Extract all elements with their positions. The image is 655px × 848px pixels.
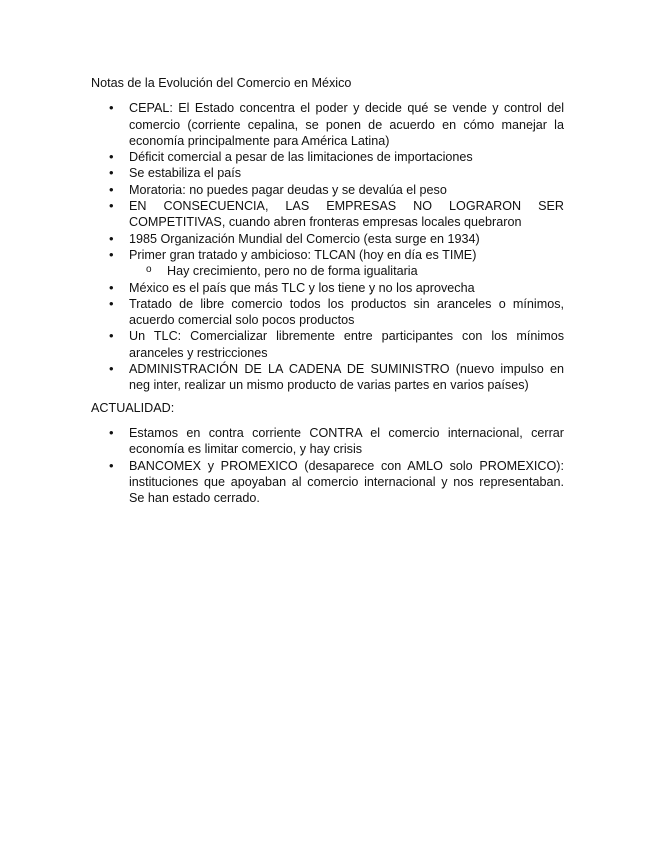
actualidad-bullet-list [91, 425, 564, 506]
list-item: • Un TLC: Comercializar libremente entre participantes con los mínimos aranceles y restricciones [91, 328, 564, 361]
document-title: Notas de la Evolución del Comercio en México [91, 76, 352, 90]
list-item: • Tratado de libre comercio todos los productos sin aranceles o mínimos, acuerdo comercial solo pocos productos [91, 296, 564, 329]
list-item: • ADMINISTRACIÓN DE LA CADENA DE SUMINISTRO (nuevo impulso en neg inter, realizar un mismo producto de varias partes en varios países) [91, 361, 564, 394]
list-item: • Estamos en contra corriente CONTRA el comercio internacional, cerrar economía es limitar comercio, y hay crisis [91, 425, 564, 458]
list-item: • Moratoria: no puedes pagar deudas y se devalúa el peso [91, 182, 564, 198]
list-item: • 1985 Organización Mundial del Comercio (esta surge en 1934) [91, 231, 564, 247]
evolution-bullet-list [91, 100, 564, 393]
list-item-text: Primer gran tratado y ambicioso: TLCAN (hoy en día es TIME) [129, 247, 477, 262]
list-item: • EN CONSECUENCIA, LAS EMPRESAS NO LOGRARON SER COMPETITIVAS, cuando abren fronteras empresas locales quebraron [91, 198, 564, 231]
sub-list-item: o Hay crecimiento, pero no de forma igualitaria [129, 263, 564, 279]
list-item: • México es el país que más TLC y los tiene y no los aprovecha [91, 280, 564, 296]
list-item: • Se estabiliza el país [91, 165, 564, 181]
document-body [91, 75, 564, 506]
list-item: • BANCOMEX y PROMEXICO (desaparece con AMLO solo PROMEXICO): instituciones que apoyaban al comercio internacional y nos representaban. Se han estado cerrado. [91, 458, 564, 507]
sub-bullet-list [129, 263, 564, 279]
list-item: • Déficit comercial a pesar de las limitaciones de importaciones [91, 149, 564, 165]
list-item [91, 247, 564, 280]
section-heading-actualidad: ACTUALIDAD: [91, 400, 175, 415]
list-item: • CEPAL: El Estado concentra el poder y decide qué se vende y control del comercio (corriente cepalina, se ponen de acuerdo en cómo manejar la economía principalmente para América Latina) [91, 100, 564, 149]
